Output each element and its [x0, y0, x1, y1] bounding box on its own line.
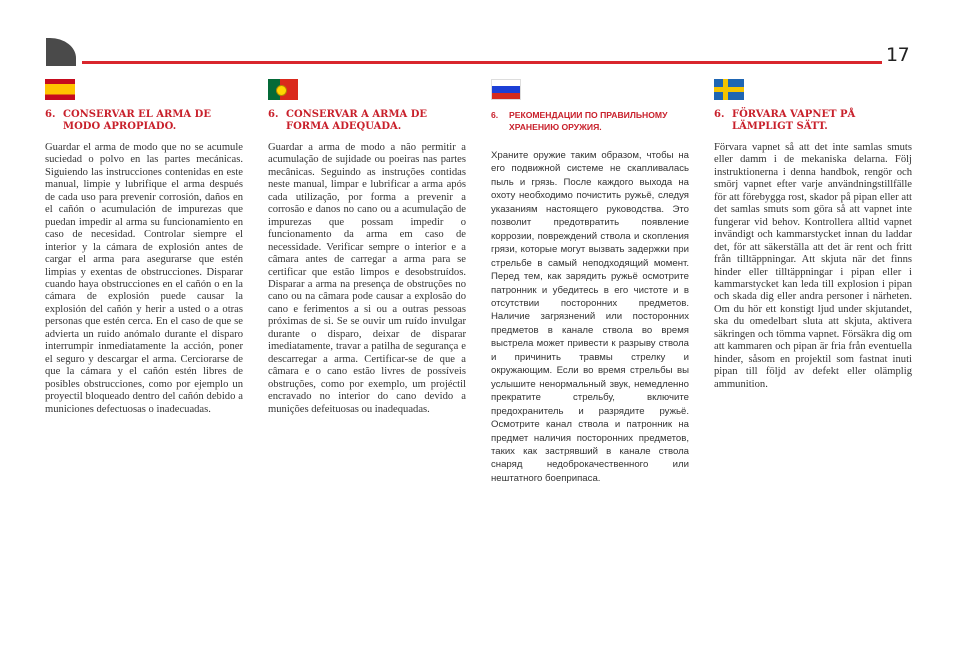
column-russian [491, 79, 689, 485]
sweden-flag-icon [714, 79, 744, 100]
spain-flag-icon [45, 79, 75, 100]
heading-number: 6. [268, 109, 279, 120]
page-number: 17 [886, 44, 910, 66]
section-heading [714, 109, 912, 133]
header-rule [82, 61, 882, 64]
portugal-emblem-icon [276, 85, 287, 96]
section-heading [45, 109, 243, 133]
body-text: Храните оружие таким образом, чтобы на его подвижной системе не скапливалась пыль и грязь. После каждого выхода на охоту необходимо почистить ружьё, следуя указаниям настоящего руководства. Это позволит предотвратить появление коррозии, повреждений ствола и скопления грязи, которые могут вызвать задержки при стрельбе в самый неподходящий момент. Перед тем, как зарядить ружьё осмотрите патронник и убедитесь в его чистоте и в отсутствии посторонних предметов. Наличие загрязнений или посторонних предметов в канале ствола во время выстрела может привести к разрыву ствола и причинить травмы стрелку и окружающим. Если во время стрельбы вы услышите ненормальный звук, немедленно прекратите стрельбу, включите предохранитель и разрядите ружьё. Осмотрите канал ствола и патронник на предмет наличия посторонних предметов, таких как застрявший в канале ствола снаряд недоброкачественного или нештатного боеприпаса. [491, 150, 689, 484]
heading-text: CONSERVAR EL ARMA DE MODO APROPIADO. [63, 109, 211, 132]
body-text: Förvara vapnet så att det inte samlas smuts eller damm i de mekaniska delarna. Följ instruktionerna i denna handbok, rengör och smörj vapnet efter varje användningstillfälle för att förebygga rost, skador på pipan eller att det samlas smuts som göra så att vapnet inte fungerar vid behov. Kontrollera alltid vapnet invändigt och kammarstycket innan du laddar det, för att säkerställa att det är rent och fritt från tilltäppningar. Att skjuta när det finns hinder eller tilltäppningar i pipan eller i kammarstycket kan leda till explosion i pipan och skada dig eller andra personer i närheten. Om du hör ett konstigt ljud under skjutandet, ska du omedelbart sluta att skjuta, aktivera säkringen och tömma vapnet. Försäkra dig om att kammaren och pipan är fria från eventuella hinder, såsom en projektil som fastnat inuti pipan till följd av defekt eller olämplig ammunition. [714, 142, 912, 390]
body-text: Guardar a arma de modo a não permitir a acumulação de sujidade ou poeiras nas partes mecânicas. Seguindo as instruções contidas neste manual, limpar e lubrificar a arma após cada utilização, por forma a prevenir a corrosão e danos no cano ou a acumulação de impurezas que possam impedir o funcionamento da arma em caso de necessidade. Verificar sempre o interior e a câmara antes de carregar a arma para se certificar que estão limpos e desobstruídos. Disparar a arma na presença de obstruções no cano ou na câmara pode causar a explosão do cano e ferimentos a si ou a outras pessoas próximas de si. Se se ouvir um ruído invulgar durante o disparo, deixar de disparar imediatamente, travar a patilha de segurança e descarregar a arma. Certificar-se de que a câmara e o cano estão livres de possíveis obstruções, como por exemplo, um projéctil encravado no interior do cano devido a munições defeituosas ou inadequadas. [268, 142, 466, 415]
brand-logo-mark [46, 38, 76, 66]
heading-text: CONSERVAR A ARMA DE FORMA ADEQUADA. [286, 109, 428, 132]
russia-flag-icon [491, 79, 521, 100]
section-heading [268, 109, 466, 133]
column-spanish [45, 79, 243, 416]
column-portuguese [268, 79, 466, 416]
flag-cross-horizontal [714, 87, 744, 92]
body-text: Guardar el arma de modo que no se acumule suciedad o polvo en las partes mecánicas. Siguiendo las instrucciones contenidas en este manual, limpie y lubrifique el arma después de cada uso para prevenir corrosión, daños en el cañón o acumulación de impurezas que puedan impedir al arma su funcionamiento en caso de necesidad. Controlar siempre el interior y la cámara de explosión antes de cargar el arma para asegurarse que estén limpias y exentas de obstrucciones. Disparar cuando haya obstrucciones en el cañón o en la cámara de explosión puede causar la explosión del cañón y herir a usted o a otras personas que estén cerca. En el caso de que se advierta un ruido anómalo durante el disparo interrumpir inmediatamente la acción, poner el seguro y descargar el arma. Cerciorarse de que la cámara y el cañón estén libres de posibles obstrucciones, como por ejemplo un proyectil bloqueado dentro del cañón debido a municiones defectuosas o inadecuadas. [45, 142, 243, 415]
heading-text: FÖRVARA VAPNET PÅ LÄMPLIGT SÄTT. [732, 109, 856, 132]
flag-cross-vertical [723, 79, 728, 100]
column-swedish [714, 79, 912, 391]
portugal-flag-icon [268, 79, 298, 100]
heading-number: 6. [714, 109, 725, 120]
heading-number: 6. [491, 110, 499, 120]
heading-text: РЕКОМЕНДАЦИИ ПО ПРАВИЛЬНОМУ ХРАНЕНИЮ ОРУЖИЯ. [509, 110, 668, 132]
section-heading [491, 109, 689, 133]
heading-number: 6. [45, 109, 56, 120]
